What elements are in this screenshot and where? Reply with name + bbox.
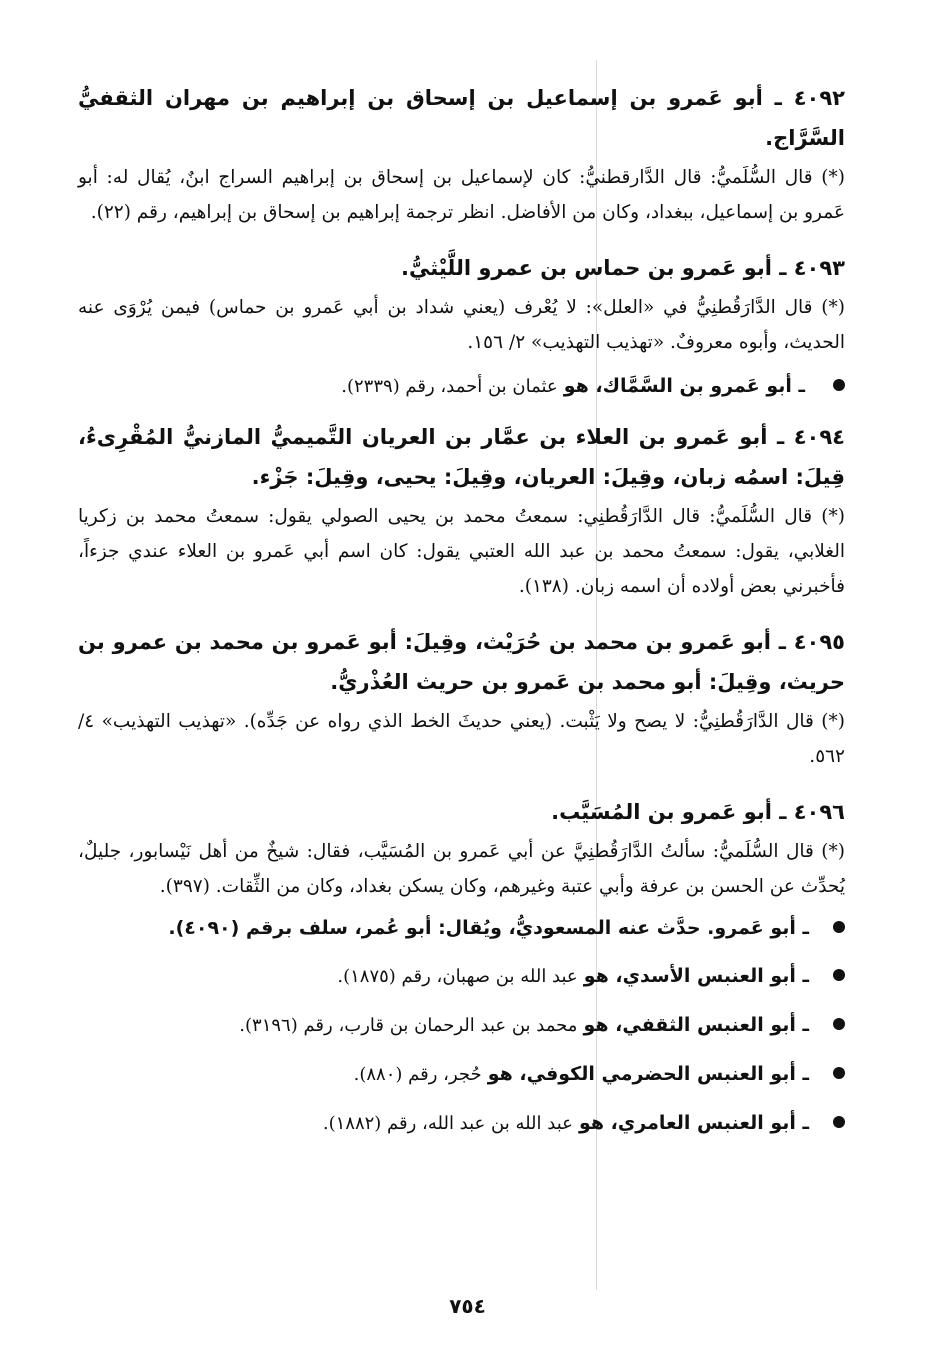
entry-body: (*) قال الدَّارَقُطنِيُّ في «العلل»: لا يُعْرف (يعني شداد بن أبي عَمرو بن حماس) فيمن يُرْوَى عنه الحديث، وأبوه معروفٌ. «تهذيب التهذيب» ٢/ ١٥٦. <box>78 297 845 353</box>
entry-4094 <box>78 417 845 604</box>
entry-heading: ٤٠٩٤ ـ أبو عَمرو بن العلاء بن عمَّار بن العريان التَّميميُّ المازنيُّ المُقْرِىءُ، قِيلَ: اسمُه زبان، وقِيلَ: العريان، وقِيلَ: يحيى، وقِيلَ: جَزْء. <box>78 425 845 489</box>
bullet-icon <box>833 1116 845 1128</box>
entry-body: (*) قال السُّلَميُّ: سألتُ الدَّارَقُطنِيَّ عن أبي عَمرو بن المُسَيَّب، فقال: شيخٌ من أهل نَيْسابور، جليلٌ، يُحدِّث عن الحسن بن عرفة وأبي عتبة وغيرهم، وكان يسكن بغداد، وكان من الثِّقات. (٣٩٧). <box>78 841 845 897</box>
entry-body: (*) قال السُّلَميُّ: قال الدَّارقطنيُّ: كان لإسماعيل بن إسحاق بن إبراهيم السراج ابنٌ، يُقال له: أبو عَمرو بن إسماعيل، ببغداد، وكان من الأفاضل. انظر ترجمة إبراهيم بن إسحاق بن إبراهيم، رقم (٢٢). <box>78 167 845 223</box>
bullet-icon <box>833 969 845 981</box>
cross-reference <box>78 956 845 997</box>
ref-name: ـ أبو العنبس العامري، هو <box>578 1112 809 1134</box>
entry-heading: ٤٠٩٥ ـ أبو عَمرو بن محمد بن حُرَيْث، وقِيلَ: أبو عَمرو بن محمد بن عمرو بن حريث، وقِيلَ: أبو محمد بن عَمرو بن حريث العُذْريُّ. <box>78 630 845 694</box>
bullet-icon <box>833 1067 845 1079</box>
cross-reference <box>78 1005 845 1046</box>
cross-reference <box>78 366 845 407</box>
entry-4096 <box>78 792 845 904</box>
cross-reference-list <box>78 908 845 1144</box>
cross-reference <box>78 1054 845 1095</box>
bullet-icon <box>833 1018 845 1030</box>
entry-4093 <box>78 248 845 360</box>
entry-4095 <box>78 622 845 774</box>
ref-name: ـ أبو العنبس الثقفي، هو <box>583 1014 809 1036</box>
entry-4092 <box>78 78 845 230</box>
entry-heading: ٤٠٩٢ ـ أبو عَمرو بن إسماعيل بن إسحاق بن إبراهيم بن مهران الثقفيُّ السَّرَّاج. <box>78 86 845 150</box>
cross-reference <box>78 1103 845 1144</box>
entry-body: (*) قال الدَّارَقُطنِيُّ: لا يصح ولا يَثْبت. (يعني حديثَ الخط الذي رواه عن جَدِّه). «تهذيب التهذيب» ٤/ ٥٦٢. <box>78 711 845 767</box>
page-number: ٧٥٤ <box>449 1294 486 1318</box>
entry-body: (*) قال السُّلَميُّ: قال الدَّارَقُطنِي: سمعتُ محمد بن يحيى الصولي يقول: سمعتُ محمد بن زكريا الغلابي، يقول: سمعتُ محمد بن عبد الله العتبي يقول: كان اسم أبي عَمرو بن العلاء عندي جزءاً، فأخبرني بعض أولاده أن اسمه زبان. (١٣٨). <box>78 506 845 597</box>
ref-name: ـ أبو العنبس الأسدي، هو <box>583 965 809 987</box>
cross-reference <box>78 908 845 948</box>
ref-name: ـ أبو عَمرو. حدَّث عنه المسعوديُّ، ويُقال: أبو عُمر، سلف برقم (٤٠٩٠). <box>168 917 809 939</box>
entry-heading: ٤٠٩٦ ـ أبو عَمرو بن المُسَيَّب. <box>551 800 845 824</box>
ref-detail: عثمان بن أحمد، رقم (٢٣٣٩). <box>341 376 558 397</box>
ref-detail: محمد بن عبد الرحمان بن قارب، رقم (٣١٩٦). <box>239 1015 578 1036</box>
text-block <box>78 78 845 1152</box>
bullet-icon <box>833 921 845 933</box>
ref-name: ـ أبو العنبس الحضرمي الكوفي، هو <box>487 1063 809 1085</box>
ref-detail: حُجر، رقم (٨٨٠). <box>353 1064 482 1085</box>
ref-name: ـ أبو عَمرو بن السَّمَّاك، هو <box>563 375 805 397</box>
ref-detail: عبد الله بن عبد الله، رقم (١٨٨٢). <box>322 1113 573 1134</box>
ref-detail: عبد الله بن صهبان، رقم (١٨٧٥). <box>337 966 578 987</box>
bullet-icon <box>833 379 845 391</box>
entry-heading: ٤٠٩٣ ـ أبو عَمرو بن حماس بن عمرو اللَّيْثيُّ. <box>401 256 845 280</box>
